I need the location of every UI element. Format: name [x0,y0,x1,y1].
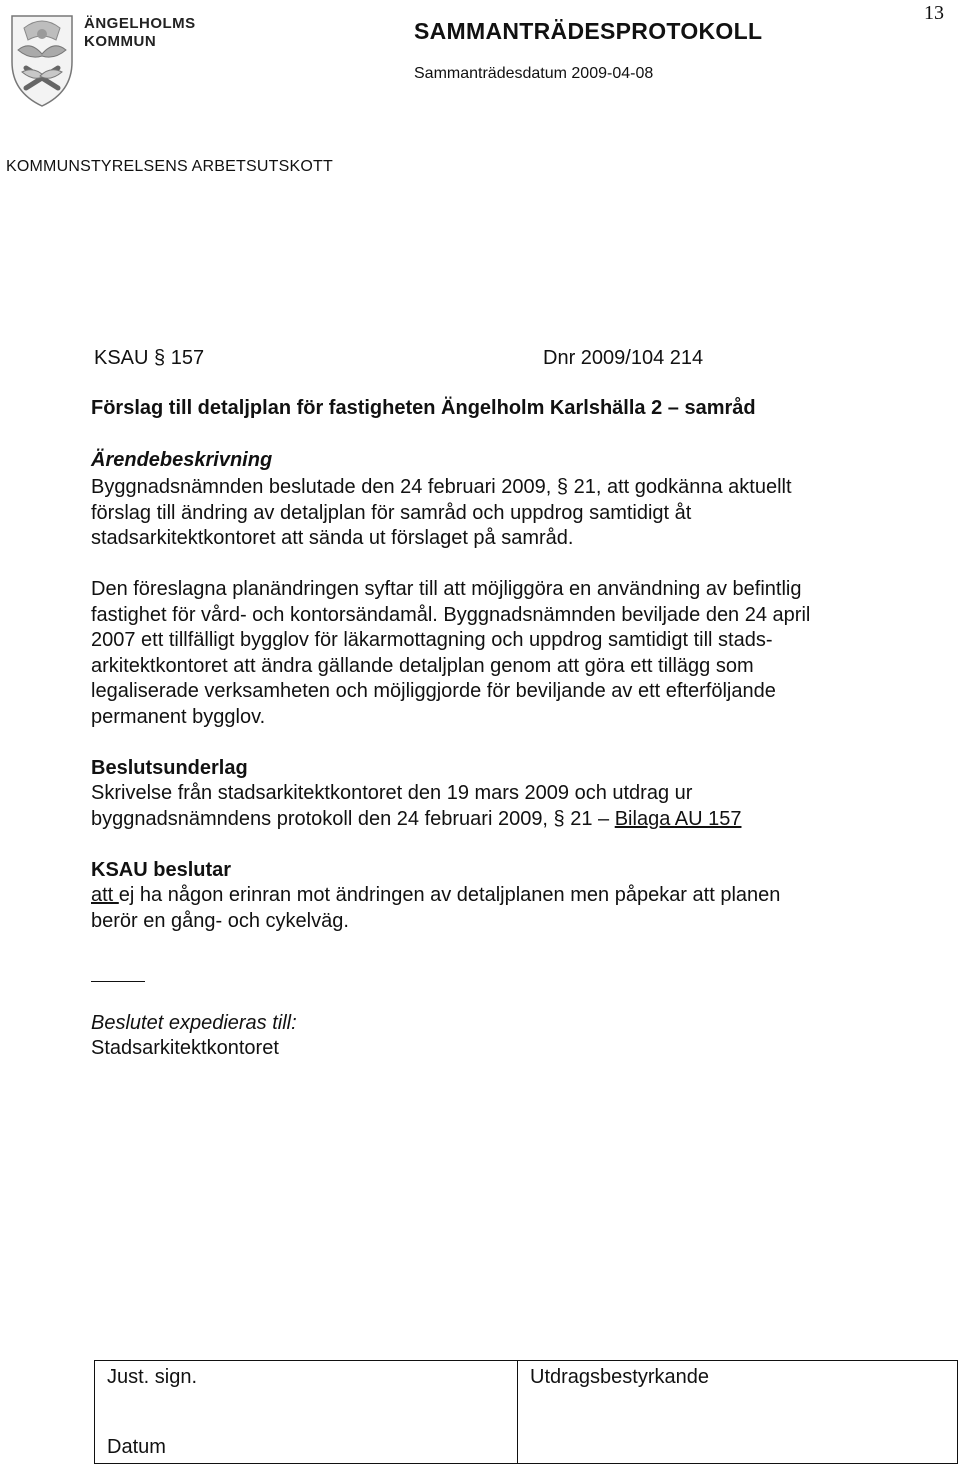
just-sign-label: Just. sign. [107,1366,198,1388]
text-line: 2007 ett tillfälligt bygglov för läkarmottagning och uppdrog samtidigt till stads- [91,629,773,652]
text-line [91,807,931,833]
logo-text-line2: KOMMUN [84,33,157,50]
page-number: 13 [924,2,944,24]
text-line: Byggnadsnämnden beslutade den 24 februari 2009, § 21, att godkänna aktuellt [91,476,792,498]
certification-label: Utdragsbestyrkande [530,1366,709,1388]
decision-text [91,883,931,934]
date-label: Datum [107,1436,166,1458]
logo-text-line1: ÄNGELHOLMS [84,15,196,32]
item-reference: KSAU § 157 [94,347,205,369]
separator-line [91,981,145,982]
text-line: arkitektkontoret att ändra gällande detaljplan genom att göra ett tillägg som [91,654,754,677]
meeting-date: Sammanträdesdatum 2009-04-08 [414,65,654,82]
municipality-logo [4,10,196,110]
item-title: Förslag till detaljplan för fastigheten Ängelholm Karlshälla 2 – samråd [91,397,756,419]
diary-number: Dnr 2009/104 214 [543,347,704,369]
committee-name: KOMMUNSTYRELSENS ARBETSUTSKOTT [6,158,333,175]
text-line: Den föreslagna planändringen syftar till att möjliggöra en användning av befintlig [91,578,802,600]
text-line: förslag till ändring av detaljplan för samråd och uppdrog samtidigt åt [91,501,692,524]
text-segment: ej ha någon erinran mot ändringen av detaljplanen men påpekar att planen [118,884,781,906]
text-segment: byggnadsnämndens protokoll den 24 februari 2009, § 21 – [91,807,615,830]
text-line: stadsarkitektkontoret att sända ut förslaget på samråd. [91,527,574,550]
decision-heading: KSAU beslutar [91,859,232,881]
certification-cell [518,1361,958,1464]
document-title: SAMMANTRÄDESPROTOKOLL [414,18,763,44]
att-keyword: att [91,884,119,906]
case-description-heading: Ärendebeskrivning [91,449,273,471]
text-line: legaliserade verksamheten och möjliggjorde för beviljande av ett efterföljande [91,680,776,703]
text-line: fastighet för vård- och kontorsändamål. Byggnadsnämnden beviljade den 24 april [91,603,811,626]
text-line: Skrivelse från stadsarkitektkontoret den 19 mars 2009 och utdrag ur [91,782,693,804]
signature-table [94,1360,958,1464]
case-description-paragraph-1 [91,475,931,552]
decision-basis-text [91,781,931,832]
just-sign-cell [95,1361,518,1464]
dispatch-recipient: Stadsarkitektkontoret [91,1037,279,1059]
coat-of-arms-icon [4,10,80,110]
text-line [91,883,931,909]
dispatch-heading: Beslutet expedieras till: [91,1012,297,1034]
case-description-paragraph-2 [91,577,931,731]
decision-basis-heading: Beslutsunderlag [91,757,248,779]
attachment-link[interactable]: Bilaga AU 157 [614,807,742,830]
text-line: berör en gång- och cykelväg. [91,909,349,932]
text-line: permanent bygglov. [91,705,266,728]
